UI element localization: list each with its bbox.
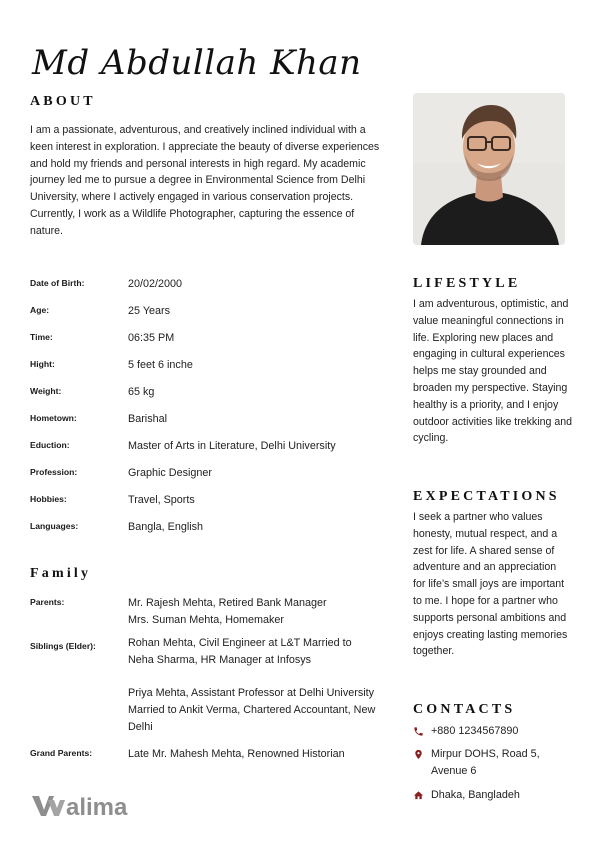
- detail-value: 5 feet 6 inche: [128, 359, 193, 371]
- contact-address: [413, 746, 573, 780]
- detail-value: Master of Arts in Literature, Delhi University: [128, 440, 336, 452]
- detail-label: Eduction:: [30, 440, 70, 450]
- about-text: I am a passionate, adventurous, and creatively inclined individual with a keen interest in exploration. I appreciate the beauty of diverse experiences and hold my friends and personal interests in high regard. My academic journey led me to pursue a degree in Environmental Science from Delhi University, where I actively engaged in various conservation projects. Currently, I work as a Wildlife Photographer, capturing the essence of nature.: [30, 124, 380, 237]
- detail-label: Weight:: [30, 386, 62, 396]
- family-heading: Family: [30, 566, 92, 581]
- detail-label: Profession:: [30, 467, 78, 477]
- expectations-heading: EXPECTATIONS: [413, 489, 560, 504]
- detail-label: Languages:: [30, 521, 79, 531]
- contacts-heading: CONTACTS: [413, 702, 516, 717]
- logo-text: alima: [66, 794, 128, 819]
- detail-label: Time:: [30, 332, 53, 342]
- detail-label: Hight:: [30, 359, 55, 369]
- brand-logo: [30, 791, 150, 819]
- sibling-entry: Rohan Mehta, Civil Engineer at L&T Married to Neha Sharma, HR Manager at Infosys: [128, 637, 352, 666]
- city-text: Dhaka, Bangladeh: [431, 789, 520, 801]
- address-text: Mirpur DOHS, Road 5, Avenue 6: [431, 748, 540, 777]
- lifestyle-text: I am adventurous, optimistic, and value meaningful connections in life. Exploring new places and engaging in cultural experiences helps me stay grounded and broaden my perspective. Staying healthy is a priority, and I enjoy outdoor activities like trekking and cycling.: [413, 298, 572, 445]
- detail-label: Hometown:: [30, 413, 77, 423]
- lifestyle-heading: LIFESTYLE: [413, 276, 521, 291]
- phone-icon: [413, 726, 424, 737]
- location-pin-icon: [413, 749, 424, 760]
- profile-name: [30, 36, 410, 88]
- detail-value: Barishal: [128, 413, 168, 425]
- parent-father: Mr. Rajesh Mehta, Retired Bank Manager: [128, 597, 327, 609]
- home-icon: [413, 790, 424, 801]
- contact-phone[interactable]: [413, 723, 573, 740]
- detail-value: Bangla, English: [128, 521, 204, 533]
- detail-value: 25 Years: [128, 305, 171, 317]
- profile-name-text: Md Abdullah Khan: [32, 43, 362, 83]
- detail-label: Date of Birth:: [30, 278, 85, 288]
- expectations-text: I seek a partner who values honesty, mutual respect, and a zest for life. A shared sense of adventure and an appreciation for life’s small joys are important to me. I hope for a partner who supports personal ambitions and enjoys creating lasting memories together.: [413, 511, 568, 658]
- contact-city: [413, 787, 573, 804]
- detail-value: Graphic Designer: [128, 467, 213, 479]
- grandparent-entry: Late Mr. Mahesh Mehta, Renowned Historian: [128, 748, 345, 760]
- family-label: Parents:: [30, 597, 65, 607]
- phone-number: +880 1234567890: [431, 725, 519, 737]
- about-heading: ABOUT: [30, 94, 96, 109]
- parent-mother: Mrs. Suman Mehta, Homemaker: [128, 614, 285, 626]
- detail-label: Age:: [30, 305, 50, 315]
- family-label: Grand Parents:: [30, 748, 93, 758]
- family-label: Siblings (Elder):: [30, 641, 96, 651]
- detail-label: Hobbies:: [30, 494, 67, 504]
- detail-value: 20/02/2000: [128, 278, 183, 290]
- detail-value: 65 kg: [128, 386, 155, 398]
- detail-value: Travel, Sports: [128, 494, 195, 506]
- profile-photo: [413, 93, 565, 245]
- sibling-entry: Priya Mehta, Assistant Professor at Delhi University Married to Ankit Verma, Chartered Accountant, New Delhi: [128, 687, 376, 733]
- detail-value: 06:35 PM: [128, 332, 175, 344]
